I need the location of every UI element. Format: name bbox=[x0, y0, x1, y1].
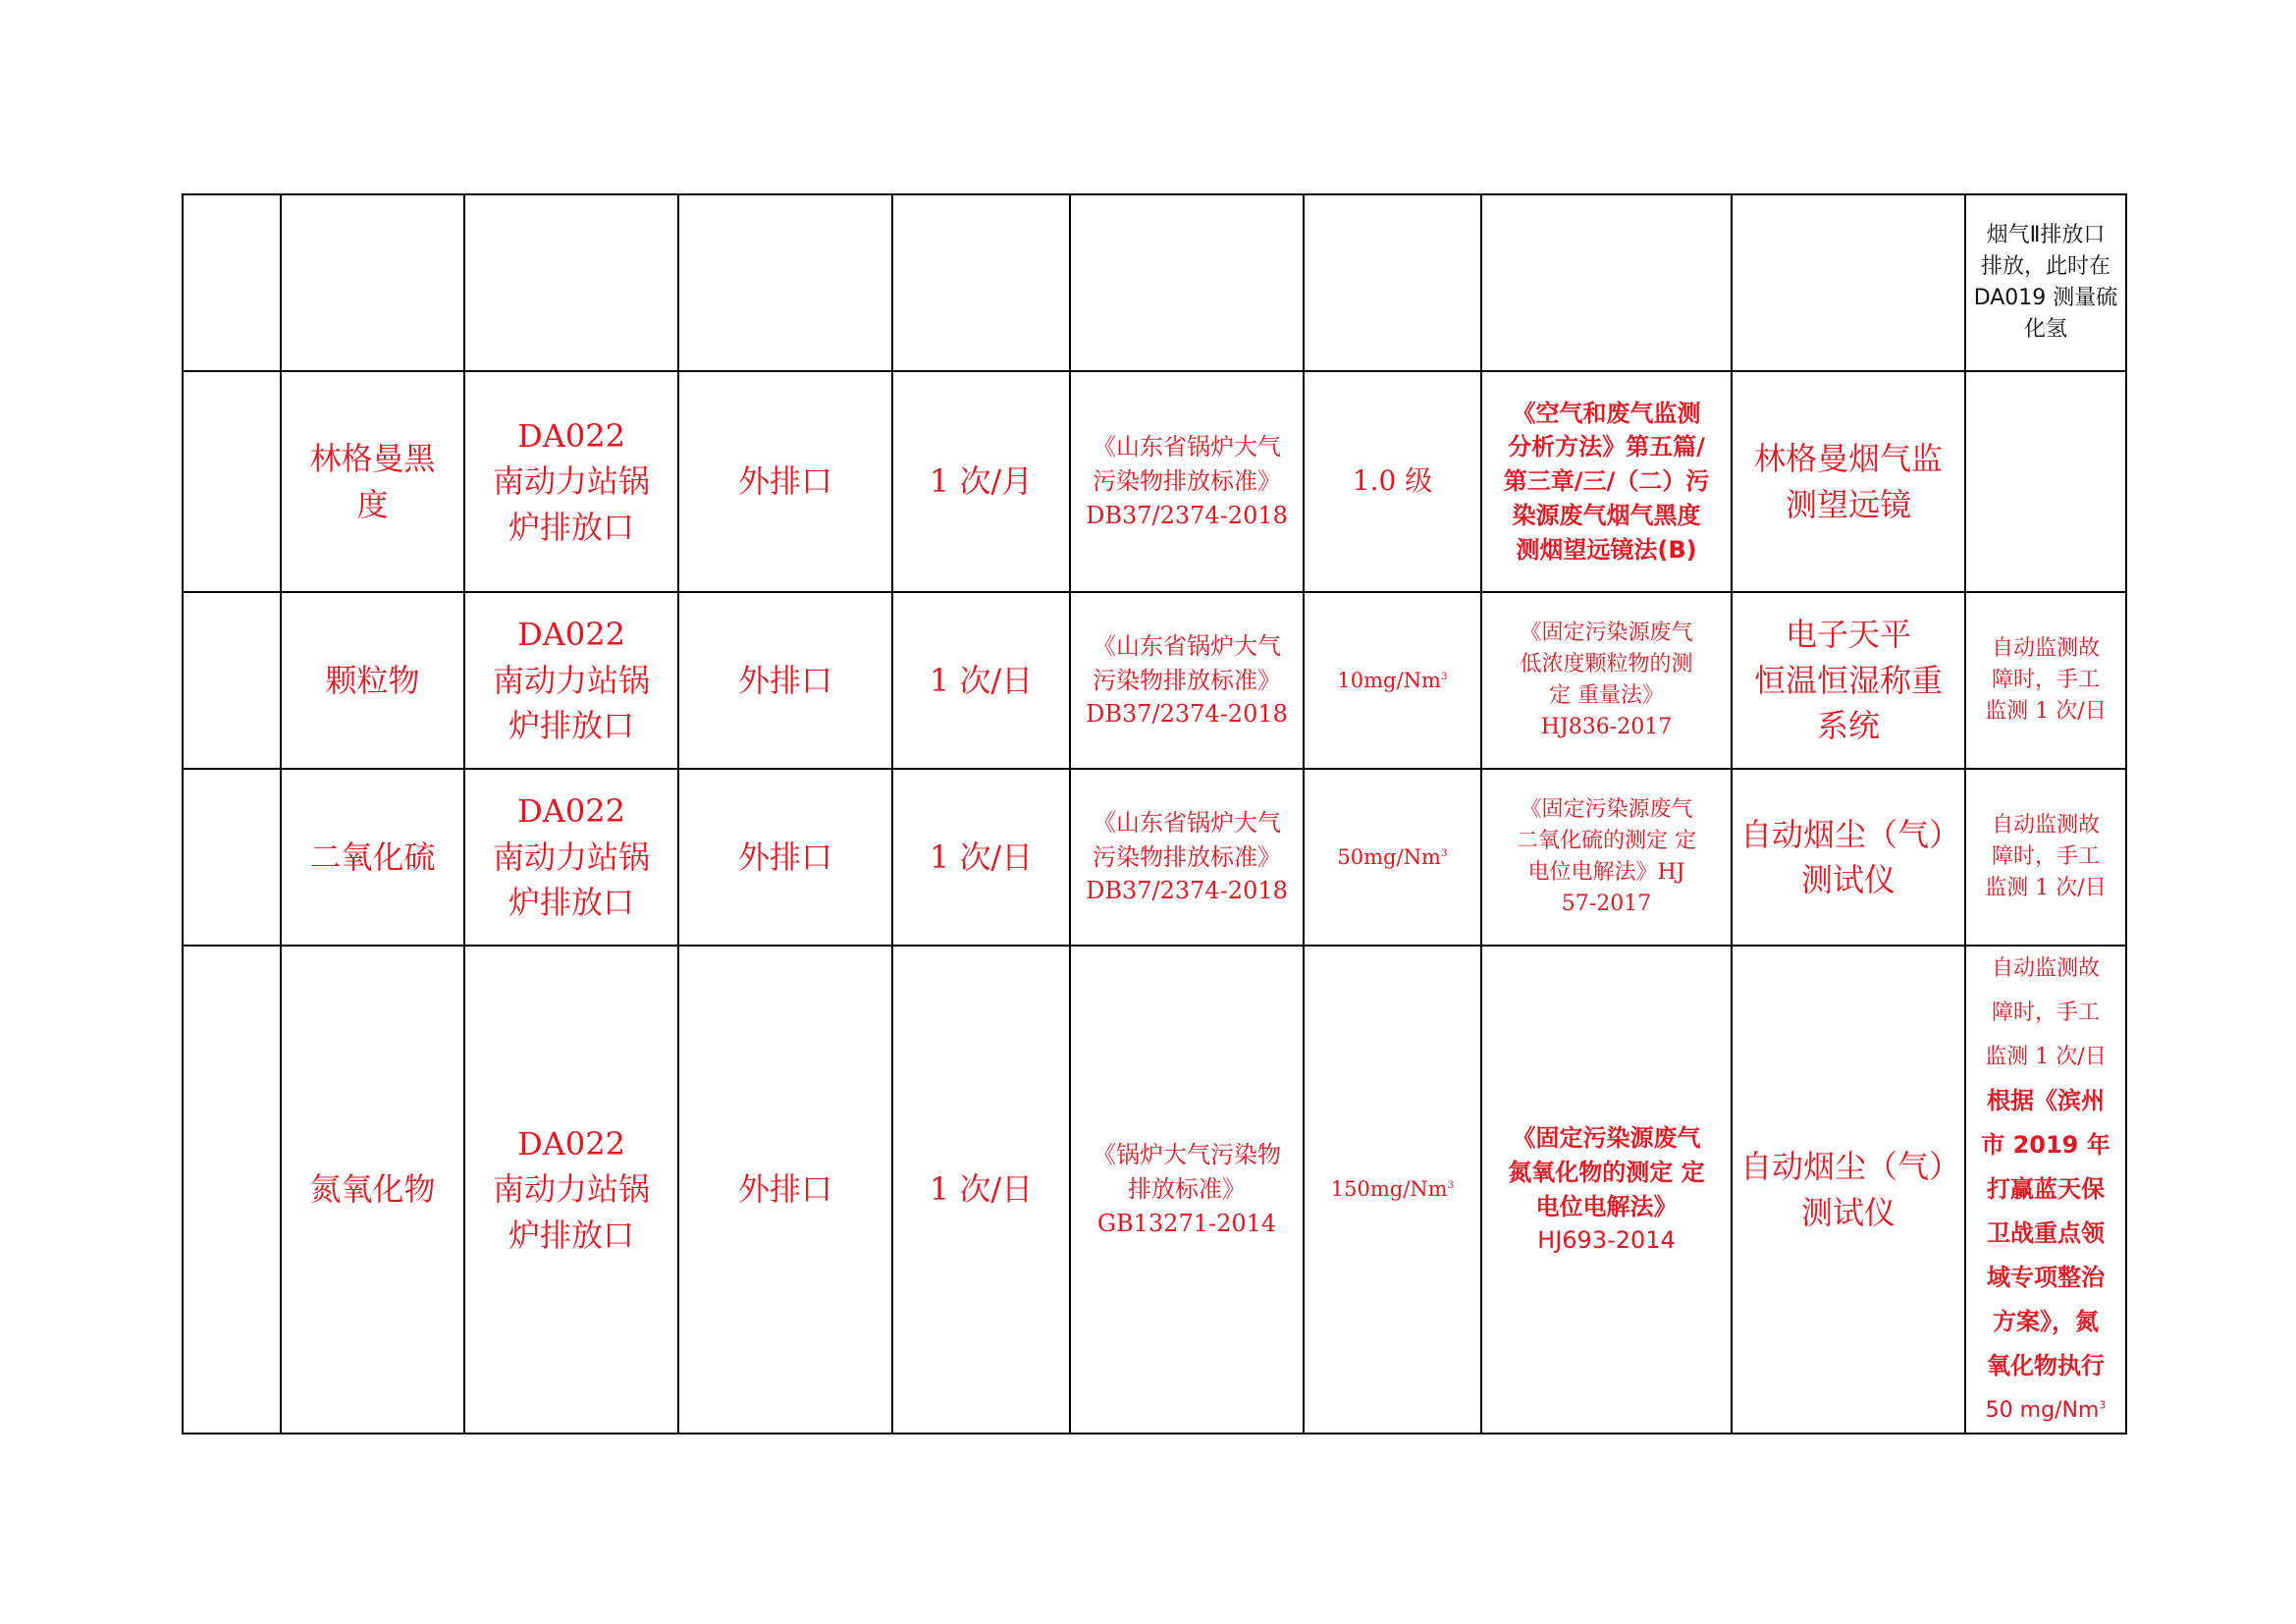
limit-cell bbox=[1304, 946, 1481, 1434]
standard-cell bbox=[1070, 769, 1304, 946]
standard-cell bbox=[1070, 194, 1304, 371]
instrument-line: 恒温恒湿称重 bbox=[1753, 661, 1943, 699]
remark-cell bbox=[1965, 592, 2126, 769]
item-line: 氮氧化物 bbox=[309, 1170, 436, 1209]
method-line: 分析方法》第五篇/ bbox=[1508, 433, 1705, 461]
method-cell bbox=[1481, 194, 1732, 371]
remark-limit-text: 50 mg/Nm bbox=[1985, 1398, 2100, 1423]
outlet-type-cell bbox=[678, 769, 892, 946]
method-cell bbox=[1481, 592, 1732, 769]
remark-superscript: 3 bbox=[2099, 1398, 2107, 1412]
outlet-line: DA022 bbox=[517, 616, 625, 654]
instrument-line: 林格曼烟气监 bbox=[1753, 440, 1943, 478]
remark-line: 方案》，氮 bbox=[1993, 1308, 2099, 1335]
limit-cell bbox=[1304, 194, 1481, 371]
seq-cell bbox=[183, 371, 281, 592]
remark-line: 障时，手工 bbox=[1991, 1001, 2100, 1025]
limit-superscript: 3 bbox=[1440, 670, 1448, 682]
remark-line: 域专项整治 bbox=[1987, 1264, 2105, 1291]
method-line: 第三章/三/（二）污 bbox=[1503, 467, 1710, 496]
table-row bbox=[183, 769, 2126, 946]
frequency-cell bbox=[892, 946, 1070, 1434]
standard-cell bbox=[1070, 371, 1304, 592]
frequency-cell bbox=[892, 371, 1070, 592]
instrument-line: 自动烟尘（气） bbox=[1740, 815, 1961, 853]
item-cell bbox=[281, 592, 464, 769]
table-row bbox=[183, 194, 2126, 371]
remark-line: 排放，此时在 bbox=[1980, 254, 2110, 280]
instrument-cell bbox=[1732, 946, 1965, 1434]
frequency-cell bbox=[892, 769, 1070, 946]
remark-line: 根据《滨州 bbox=[1987, 1087, 2105, 1114]
table-row bbox=[183, 371, 2126, 592]
outlet-line: DA022 bbox=[517, 792, 625, 831]
method-line: 氮氧化物的测定 定 bbox=[1508, 1158, 1705, 1186]
item-cell bbox=[281, 946, 464, 1434]
remark-line: 市 2019 年 bbox=[1981, 1131, 2110, 1159]
remark-line: 监测 1 次/日 bbox=[1985, 1045, 2107, 1069]
table-row bbox=[183, 592, 2126, 769]
remark-cell bbox=[1965, 194, 2126, 371]
standard-line: DB37/2374-2018 bbox=[1086, 700, 1288, 729]
method-line: HJ693-2014 bbox=[1537, 1226, 1676, 1255]
remark-line: 自动监测故 bbox=[1991, 813, 2100, 839]
outlet-cell bbox=[464, 946, 678, 1434]
method-line: HJ836-2017 bbox=[1540, 714, 1673, 739]
remark-line: 自动监测故 bbox=[1991, 956, 2100, 981]
outlet-type-cell bbox=[678, 946, 892, 1434]
standard-line: 《山东省锅炉大气 bbox=[1093, 631, 1281, 660]
item-line: 度 bbox=[356, 485, 389, 523]
remark-line: 监测 1 次/日 bbox=[1985, 875, 2107, 900]
instrument-line: 测试仪 bbox=[1800, 861, 1896, 898]
method-line: 《固定污染源废气 bbox=[1520, 621, 1693, 646]
limit-cell bbox=[1304, 371, 1481, 592]
method-line: 《固定污染源废气 bbox=[1520, 797, 1693, 823]
outlet-type-text: 外排口 bbox=[737, 1170, 832, 1209]
limit-text: 50mg/Nm bbox=[1337, 844, 1441, 869]
method-line: 57-2017 bbox=[1561, 891, 1652, 916]
outlet-cell bbox=[464, 194, 678, 371]
item-cell bbox=[281, 194, 464, 371]
instrument-cell bbox=[1732, 769, 1965, 946]
remark-cell bbox=[1965, 371, 2126, 592]
outlet-line: 南动力站锅 bbox=[492, 462, 650, 501]
outlet-cell bbox=[464, 769, 678, 946]
outlet-cell bbox=[464, 592, 678, 769]
instrument-line: 自动烟尘（气） bbox=[1740, 1148, 1961, 1186]
outlet-line: 南动力站锅 bbox=[492, 661, 650, 699]
standard-line: 《山东省锅炉大气 bbox=[1093, 808, 1281, 837]
limit-text: 1.0 级 bbox=[1352, 464, 1433, 498]
standard-line: 污染物排放标准》 bbox=[1093, 666, 1281, 694]
limit-cell bbox=[1304, 592, 1481, 769]
method-cell bbox=[1481, 371, 1732, 592]
outlet-line: 炉排放口 bbox=[507, 884, 634, 922]
frequency-text: 1 次/月 bbox=[929, 462, 1034, 501]
standard-line: GB13271-2014 bbox=[1096, 1209, 1277, 1237]
method-cell bbox=[1481, 946, 1732, 1434]
outlet-type-cell bbox=[678, 371, 892, 592]
method-line: 二氧化硫的测定 定 bbox=[1517, 829, 1696, 854]
item-line: 二氧化硫 bbox=[309, 838, 436, 876]
seq-cell bbox=[183, 769, 281, 946]
instrument-line: 测望远镜 bbox=[1785, 485, 1911, 523]
remark-line: 卫战重点领 bbox=[1987, 1219, 2105, 1247]
outlet-type-cell bbox=[678, 592, 892, 769]
remark-cell bbox=[1965, 946, 2126, 1434]
standard-cell bbox=[1070, 946, 1304, 1434]
standard-line: 《锅炉大气污染物 bbox=[1093, 1141, 1281, 1169]
outlet-cell bbox=[464, 371, 678, 592]
instrument-cell bbox=[1732, 592, 1965, 769]
item-cell bbox=[281, 371, 464, 592]
method-line: 电位电解法》 bbox=[1535, 1192, 1678, 1220]
frequency-text: 1 次/日 bbox=[929, 838, 1034, 876]
item-cell bbox=[281, 769, 464, 946]
frequency-text: 1 次/日 bbox=[929, 1170, 1034, 1209]
remark-line: 化氢 bbox=[2023, 316, 2067, 342]
outlet-line: DA022 bbox=[517, 416, 625, 455]
monitoring-table bbox=[182, 193, 2127, 1435]
outlet-line: 炉排放口 bbox=[507, 707, 634, 745]
limit-cell bbox=[1304, 769, 1481, 946]
method-line: 低浓度颗粒物的测 bbox=[1520, 652, 1693, 677]
instrument-line: 系统 bbox=[1816, 707, 1880, 745]
outlet-line: 炉排放口 bbox=[507, 1216, 634, 1254]
outlet-type-text: 外排口 bbox=[737, 661, 832, 699]
standard-line: DB37/2374-2018 bbox=[1086, 877, 1288, 905]
standard-line: 排放标准》 bbox=[1128, 1175, 1246, 1204]
item-line: 颗粒物 bbox=[325, 661, 420, 699]
remark-line: DA019 测量硫 bbox=[1973, 286, 2118, 310]
standard-line: 污染物排放标准》 bbox=[1093, 467, 1281, 496]
table-row bbox=[183, 946, 2126, 1434]
seq-cell bbox=[183, 194, 281, 371]
method-line: 染源废气烟气黑度 bbox=[1512, 501, 1701, 529]
standard-line: 《山东省锅炉大气 bbox=[1093, 433, 1281, 461]
instrument-cell bbox=[1732, 194, 1965, 371]
frequency-cell bbox=[892, 194, 1070, 371]
remark-line: 烟气Ⅱ排放口 bbox=[1986, 223, 2106, 248]
remark-line bbox=[1968, 1388, 2123, 1433]
method-line: 《空气和废气监测 bbox=[1512, 399, 1701, 427]
remark-line: 打赢蓝天保 bbox=[1987, 1175, 2105, 1203]
method-line: 电位电解法》HJ bbox=[1527, 860, 1685, 885]
outlet-type-cell bbox=[678, 194, 892, 371]
frequency-text: 1 次/日 bbox=[929, 661, 1034, 699]
standard-cell bbox=[1070, 592, 1304, 769]
outlet-line: 南动力站锅 bbox=[492, 1170, 650, 1209]
seq-cell bbox=[183, 592, 281, 769]
standard-line: 污染物排放标准》 bbox=[1093, 842, 1281, 871]
method-line: 《固定污染源废气 bbox=[1512, 1123, 1701, 1152]
remark-line: 氧化物执行 bbox=[1987, 1352, 2105, 1380]
instrument-line: 电子天平 bbox=[1785, 616, 1911, 654]
remark-cell bbox=[1965, 769, 2126, 946]
limit-superscript: 3 bbox=[1440, 846, 1448, 859]
remark-line: 监测 1 次/日 bbox=[1985, 698, 2107, 724]
seq-cell bbox=[183, 946, 281, 1434]
item-line: 林格曼黑 bbox=[309, 440, 436, 478]
limit-text: 150mg/Nm bbox=[1330, 1177, 1448, 1202]
limit-superscript: 3 bbox=[1447, 1179, 1455, 1192]
method-line: 测烟望远镜法(B) bbox=[1516, 535, 1697, 564]
method-cell bbox=[1481, 769, 1732, 946]
frequency-cell bbox=[892, 592, 1070, 769]
method-line: 定 重量法》 bbox=[1549, 683, 1664, 708]
instrument-cell bbox=[1732, 371, 1965, 592]
standard-line: DB37/2374-2018 bbox=[1086, 501, 1288, 529]
remark-line: 障时，手工 bbox=[1991, 668, 2100, 693]
remark-line: 自动监测故 bbox=[1991, 636, 2100, 662]
outlet-line: DA022 bbox=[517, 1124, 625, 1163]
outlet-type-text: 外排口 bbox=[737, 462, 832, 501]
outlet-type-text: 外排口 bbox=[737, 838, 832, 876]
remark-line: 障时，手工 bbox=[1991, 844, 2100, 870]
instrument-line: 测试仪 bbox=[1800, 1193, 1896, 1231]
outlet-line: 炉排放口 bbox=[507, 508, 634, 546]
limit-text: 10mg/Nm bbox=[1337, 668, 1441, 692]
outlet-line: 南动力站锅 bbox=[492, 838, 650, 876]
